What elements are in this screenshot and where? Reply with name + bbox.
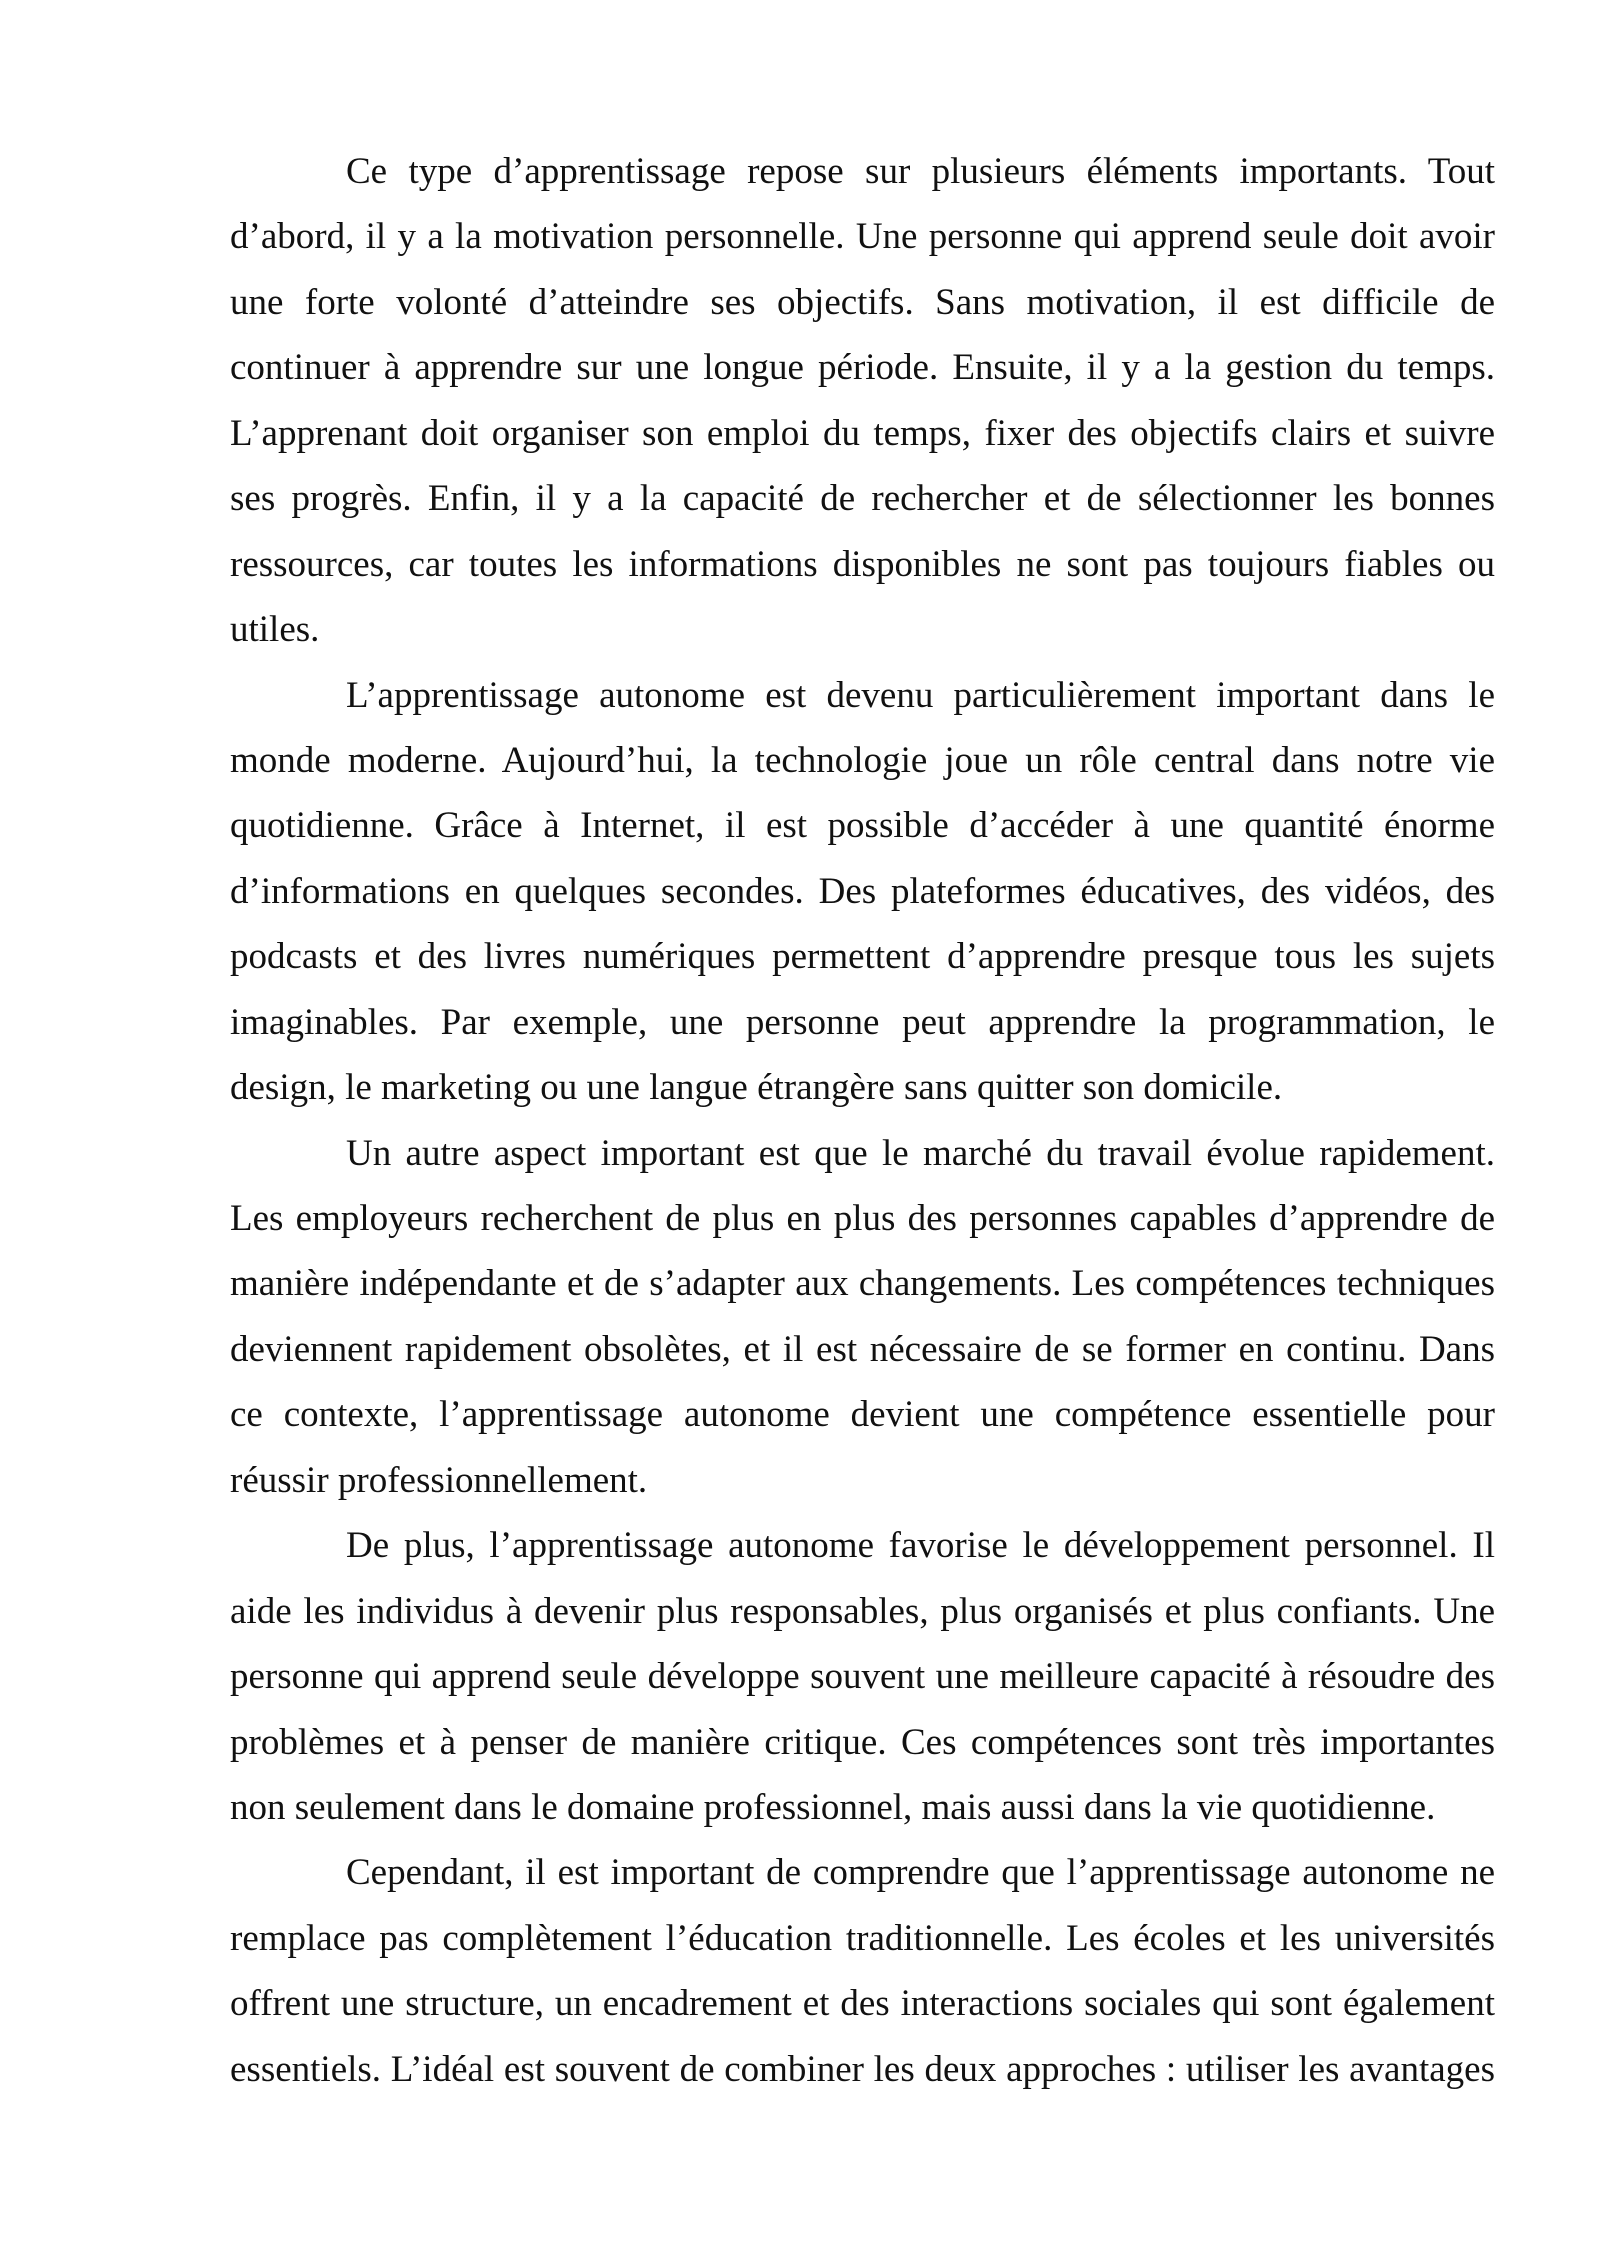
- text-line: L’apprenant doit organiser son emploi du temps, fixer des objectifs clairs et suivre: [230, 412, 1495, 454]
- text-line: essentiels. L’idéal est souvent de combiner les deux approches : utiliser les avantages: [230, 2048, 1495, 2090]
- text-line: d’abord, il y a la motivation personnelle. Une personne qui apprend seule doit avoir: [230, 216, 1495, 258]
- text-line: manière indépendante et de s’adapter aux changements. Les compétences techniques: [230, 1263, 1495, 1305]
- text-line: remplace pas complètement l’éducation traditionnelle. Les écoles et les universités: [230, 1917, 1495, 1959]
- text-line: problèmes et à penser de manière critique. Ces compétences sont très importantes: [230, 1721, 1495, 1763]
- text-line: réussir professionnellement.: [230, 1459, 648, 1501]
- text-line: podcasts et des livres numériques permettent d’apprendre presque tous les sujets: [230, 936, 1495, 978]
- text-line: non seulement dans le domaine professionnel, mais aussi dans la vie quotidienne.: [230, 1786, 1436, 1828]
- paragraph-3: [230, 1121, 1495, 1514]
- body-text: [230, 139, 1495, 2102]
- paragraph-4: [230, 1513, 1495, 1840]
- text-line: ressources, car toutes les informations disponibles ne sont pas toujours fiables ou: [230, 543, 1495, 585]
- text-line: continuer à apprendre sur une longue période. Ensuite, il y a la gestion du temps.: [230, 347, 1495, 389]
- text-line: monde moderne. Aujourd’hui, la technologie joue un rôle central dans notre vie: [230, 739, 1495, 781]
- text-line: une forte volonté d’atteindre ses objectifs. Sans motivation, il est difficile de: [230, 281, 1495, 323]
- text-line: aide les individus à devenir plus responsables, plus organisés et plus confiants. Une: [230, 1590, 1495, 1632]
- text-line: imaginables. Par exemple, une personne peut apprendre la programmation, le: [230, 1001, 1495, 1043]
- text-line: design, le marketing ou une langue étrangère sans quitter son domicile.: [230, 1067, 1283, 1109]
- text-line: ses progrès. Enfin, il y a la capacité de rechercher et de sélectionner les bonnes: [230, 478, 1495, 520]
- text-line: De plus, l’apprentissage autonome favorise le développement personnel. Il: [346, 1525, 1495, 1567]
- text-line: L’apprentissage autonome est devenu particulièrement important dans le: [346, 674, 1495, 716]
- paragraph-5: [230, 1840, 1495, 2102]
- text-line: Un autre aspect important est que le marché du travail évolue rapidement.: [346, 1132, 1495, 1174]
- text-line: deviennent rapidement obsolètes, et il est nécessaire de se former en continu. Dans: [230, 1328, 1495, 1370]
- paragraph-2: [230, 663, 1495, 1121]
- text-line: d’informations en quelques secondes. Des plateformes éducatives, des vidéos, des: [230, 870, 1495, 912]
- text-line: quotidienne. Grâce à Internet, il est possible d’accéder à une quantité énorme: [230, 805, 1495, 847]
- text-line: personne qui apprend seule développe souvent une meilleure capacité à résoudre des: [230, 1656, 1495, 1698]
- paragraph-1: [230, 139, 1495, 663]
- text-line: Cependant, il est important de comprendre que l’apprentissage autonome ne: [346, 1852, 1495, 1894]
- text-line: Les employeurs recherchent de plus en plus des personnes capables d’apprendre de: [230, 1198, 1495, 1239]
- text-line: Ce type d’apprentissage repose sur plusieurs éléments importants. Tout: [346, 151, 1495, 192]
- text-line: utiles.: [230, 609, 320, 651]
- text-line: ce contexte, l’apprentissage autonome devient une compétence essentielle pour: [230, 1394, 1495, 1436]
- text-line: offrent une structure, un encadrement et des interactions sociales qui sont également: [230, 1983, 1495, 2025]
